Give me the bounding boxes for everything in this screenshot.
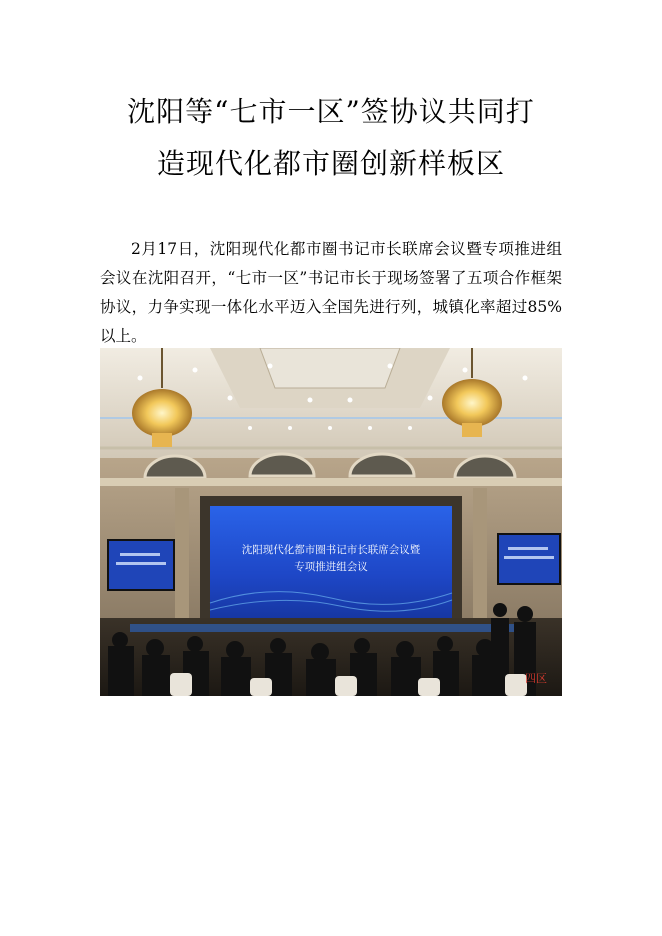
article-title xyxy=(90,86,572,190)
photo-watermark: 四区 xyxy=(525,672,547,685)
title-line-2: 造现代化都市圈创新样板区 xyxy=(156,147,505,180)
title-line-1: 沈阳等“七市一区”签协议共同打 xyxy=(127,95,535,128)
article-paragraph: 2月17日，沈阳现代化都市圈书记市长联席会议暨专项推进组会议在沈阳召开，“七市一区”书记市长于现场签署了五项合作框架协议，力争实现一体化水平迈入全国先进行列，城镇化率超过85%以上。 xyxy=(100,239,562,345)
screen-title-line-1: 沈阳现代化都市圈书记市长联席会议暨 xyxy=(241,544,421,556)
conference-photo xyxy=(100,348,562,696)
screen-title-line-2: 专项推进组会议 xyxy=(294,561,368,573)
